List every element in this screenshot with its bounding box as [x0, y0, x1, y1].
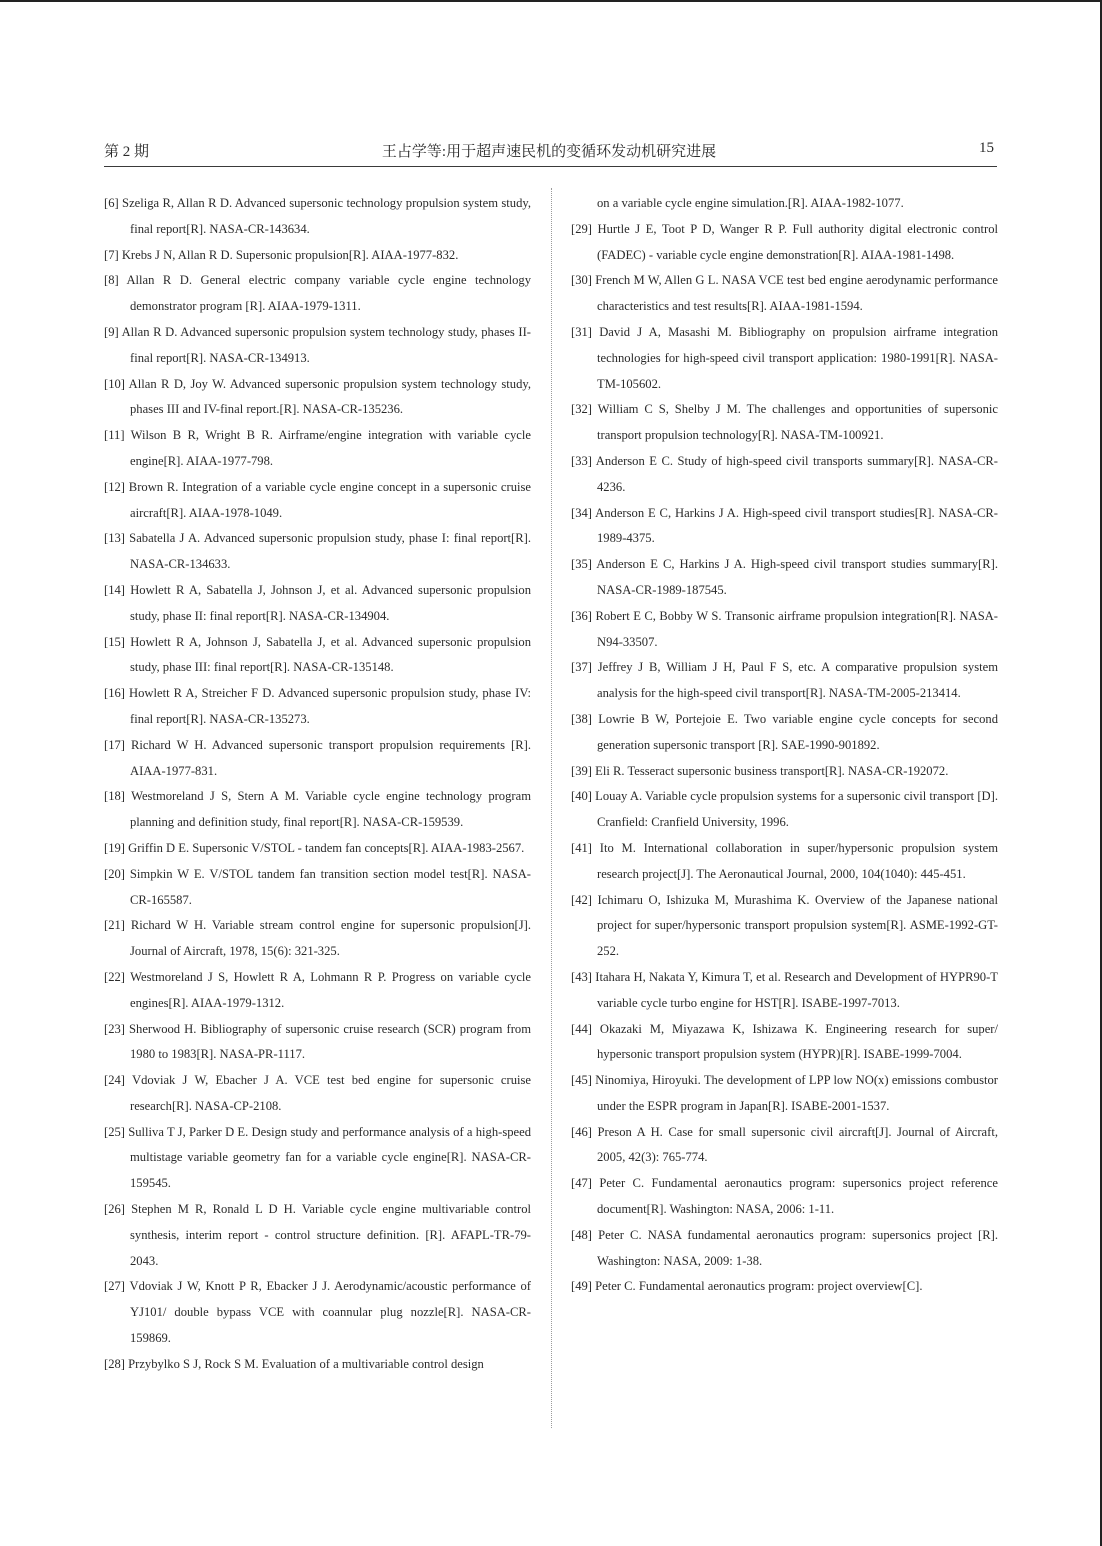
reference-item: [39] Eli R. Tesseract supersonic business transport[R]. NASA-CR-192072.	[571, 763, 949, 778]
reference-item: [37] Jeffrey J B, William J H, Paul F S, etc. A comparative propulsion system analysis for the high-speed civil transport[R]. NASA-TM-2005-213414.	[571, 660, 998, 701]
reference-item: [45] Ninomiya, Hiroyuki. The development of LPP low NO(x) emissions combustor under the ESPR program in Japan[R]. ISABE-2001-1537.	[571, 1073, 998, 1113]
reference-item: [30] French M W, Allen G L. NASA VCE test bed engine aerodynamic performance characteristics and test results[R]. AIAA-1981-1594.	[571, 273, 998, 314]
references-right-column	[571, 191, 998, 1300]
reference-item: [26] Stephen M R, Ronald L D H. Variable cycle engine multivariable control synthesis, interim report - control structure definition. [R]. AFAPL-TR-79-2043.	[104, 1202, 531, 1268]
reference-item: [46] Preson A H. Case for small supersonic civil aircraft[J]. Journal of Aircraft, 2005, 42(3): 765-774.	[571, 1124, 998, 1165]
reference-item: [40] Louay A. Variable cycle propulsion systems for a supersonic civil transport [D]. Cranfield: Cranfield University, 1996.	[571, 789, 998, 830]
reference-item: [6] Szeliga R, Allan R D. Advanced supersonic technology propulsion system study, final report[R]. NASA-CR-143634.	[104, 196, 531, 236]
reference-item: [36] Robert E C, Bobby W S. Transonic airframe propulsion integration[R]. NASA-N94-33507.	[571, 608, 998, 649]
reference-item: [38] Lowrie B W, Portejoie E. Two variable engine cycle concepts for second generation supersonic transport [R]. SAE-1990-901892.	[571, 711, 998, 752]
references-left-column	[104, 191, 531, 1378]
reference-item: [42] Ichimaru O, Ishizuka M, Murashima K. Overview of the Japanese national project for super/hypersonic transport propulsion system[R]. ASME-1992-GT-252.	[571, 892, 998, 959]
reference-item: [7] Krebs J N, Allan R D. Supersonic propulsion[R]. AIAA-1977-832.	[104, 247, 459, 262]
reference-item: [12] Brown R. Integration of a variable cycle engine concept in a supersonic cruise aircraft[R]. AIAA-1978-1049.	[104, 479, 531, 520]
reference-item: [8] Allan R D. General electric company variable cycle engine technology demonstrator program [R]. AIAA-1979-1311.	[104, 273, 531, 314]
reference-item: [29] Hurtle J E, Toot P D, Wanger R P. Full authority digital electronic control (FADEC) - variable cycle engine demonstration[R]. AIAA-1981-1498.	[571, 221, 998, 262]
reference-item: [28] Przybylko S J, Rock S M. Evaluation of a multivariable control design	[104, 1356, 484, 1371]
reference-item: [19] Griffin D E. Supersonic V/STOL - tandem fan concepts[R]. AIAA-1983-2567.	[104, 840, 525, 855]
reference-item: [33] Anderson E C. Study of high-speed civil transports summary[R]. NASA-CR-4236.	[571, 453, 998, 494]
reference-item: [23] Sherwood H. Bibliography of supersonic cruise research (SCR) program from 1980 to 1983[R]. NASA-PR-1117.	[104, 1021, 531, 1062]
issue-number: 第 2 期	[104, 144, 150, 160]
reference-item: [49] Peter C. Fundamental aeronautics program: project overview[C].	[571, 1279, 923, 1294]
reference-item: [17] Richard W H. Advanced supersonic transport propulsion requirements [R]. AIAA-1977-831.	[104, 737, 531, 778]
reference-item: [20] Simpkin W E. V/STOL tandem fan transition section model test[R]. NASA-CR-165587.	[104, 866, 531, 907]
running-header	[104, 140, 994, 164]
running-title: 王占学等:用于超声速民机的变循环发动机研究进展	[381, 144, 717, 160]
header-rule	[104, 166, 997, 167]
reference-item: [32] William C S, Shelby J M. The challenges and opportunities of supersonic transport propulsion technology[R]. NASA-TM-100921.	[571, 402, 998, 443]
reference-item: [9] Allan R D. Advanced supersonic propulsion system technology study, phases II- final report[R]. NASA-CR-134913.	[104, 324, 531, 365]
reference-item: [47] Peter C. Fundamental aeronautics program: supersonics project reference document[R]. Washington: NASA, 2006: 1-11.	[571, 1176, 998, 1217]
reference-item: [24] Vdoviak J W, Ebacher J A. VCE test bed engine for supersonic cruise research[R]. NASA-CP-2108.	[104, 1073, 531, 1113]
page-number: 15	[979, 140, 994, 156]
reference-item: [14] Howlett R A, Sabatella J, Johnson J, et al. Advanced supersonic propulsion study, phase II: final report[R]. NASA-CR-134904.	[104, 582, 531, 623]
reference-item: [22] Westmoreland J S, Howlett R A, Lohmann R P. Progress on variable cycle engines[R]. AIAA-1979-1312.	[104, 969, 531, 1010]
reference-item: [34] Anderson E C, Harkins J A. High-speed civil transport studies[R]. NASA-CR-1989-4375.	[571, 505, 998, 546]
reference-item: [11] Wilson B R, Wright B R. Airframe/engine integration with variable cycle engine[R]. AIAA-1977-798.	[104, 428, 531, 468]
reference-item: [41] Ito M. International collaboration in super/hypersonic propulsion system research project[J]. The Aeronautical Journal, 2000, 104(1040): 445-451.	[571, 840, 998, 881]
reference-item: [18] Westmoreland J S, Stern A M. Variable cycle engine technology program planning and definition study, final report[R]. NASA-CR-159539.	[104, 789, 531, 830]
reference-item: [16] Howlett R A, Streicher F D. Advanced supersonic propulsion study, phase IV: final report[R]. NASA-CR-135273.	[104, 686, 531, 726]
reference-item: [35] Anderson E C, Harkins J A. High-speed civil transport studies summary[R]. NASA-CR-1989-187545.	[571, 557, 998, 597]
column-divider	[551, 188, 552, 1428]
reference-item: [10] Allan R D, Joy W. Advanced supersonic propulsion system technology study, phases III and IV-final report.[R]. NASA-CR-135236.	[104, 376, 531, 417]
reference-item: [44] Okazaki M, Miyazawa K, Ishizawa K. Engineering research for super/ hypersonic transport propulsion system (HYPR)[R]. ISABE-1999-7004.	[571, 1021, 998, 1062]
reference-item: [27] Vdoviak J W, Knott P R, Ebacker J J. Aerodynamic/acoustic performance of YJ101/ double bypass VCE with coannular plug nozzle[R]. NASA-CR-159869.	[104, 1279, 531, 1346]
reference-item: [25] Sulliva T J, Parker D E. Design study and performance analysis of a high-speed multistage variable geometry fan for a variable cycle engine[R]. NASA-CR-159545.	[104, 1124, 531, 1191]
page-border-top	[0, 0, 1102, 2]
reference-item: [31] David J A, Masashi M. Bibliography on propulsion airframe integration technologies for high-speed civil transport application: 1980-1991[R]. NASA-TM-105602.	[571, 324, 998, 391]
reference-item: [43] Itahara H, Nakata Y, Kimura T, et al. Research and Development of HYPR90-T variable cycle turbo engine for HST[R]. ISABE-1997-7013.	[571, 969, 998, 1010]
reference-continuation: on a variable cycle engine simulation.[R]. AIAA-1982-1077.	[597, 196, 904, 210]
reference-item: [21] Richard W H. Variable stream control engine for supersonic propulsion[J]. Journal of Aircraft, 1978, 15(6): 321-325.	[104, 918, 531, 959]
reference-item: [48] Peter C. NASA fundamental aeronautics program: supersonics project [R]. Washington: NASA, 2009: 1-38.	[571, 1227, 998, 1268]
reference-item: [13] Sabatella J A. Advanced supersonic propulsion study, phase I: final report[R]. NASA-CR-134633.	[104, 531, 531, 572]
reference-item: [15] Howlett R A, Johnson J, Sabatella J, et al. Advanced supersonic propulsion study, phase III: final report[R]. NASA-CR-135148.	[104, 634, 531, 675]
